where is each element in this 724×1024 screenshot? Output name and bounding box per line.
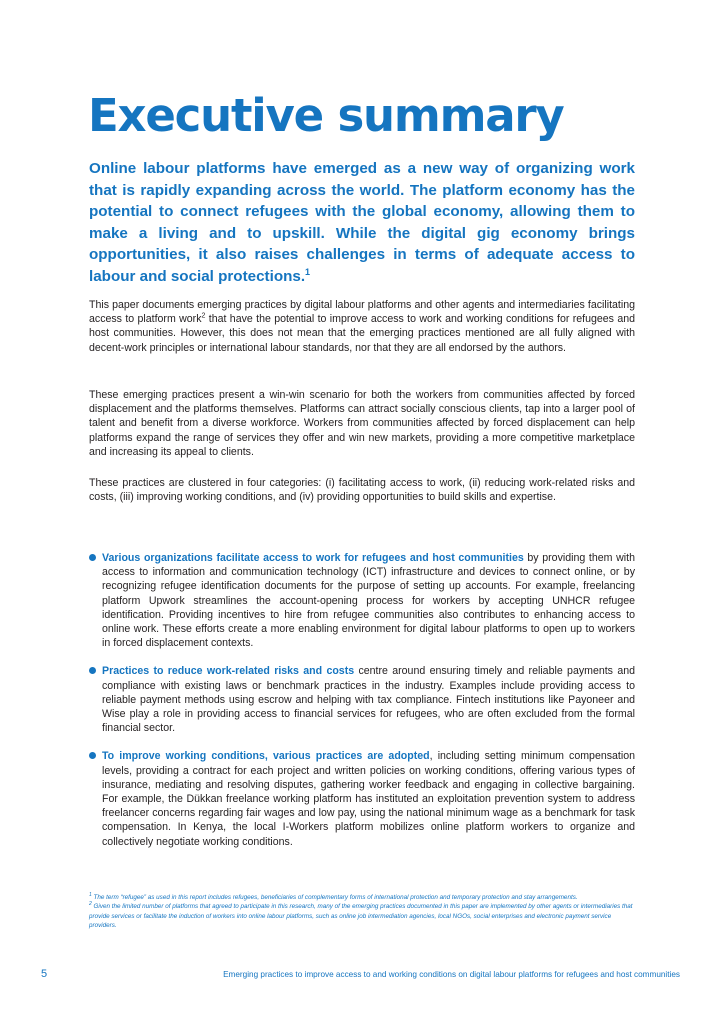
footnote-ref-1[interactable]: 1 [305,266,311,277]
bullet-highlight: Various organizations facilitate access to work for refugees and host communities [102,552,524,564]
body-paragraph-1 [89,298,635,355]
bullet-dot-icon [89,752,96,759]
practice-bullet-list [89,551,635,863]
body-paragraph-2: These emerging practices present a win-win scenario for both the workers from communities affected by forced displacement and the platforms themselves. Platforms can attract socially conscious clients, tap into a larger pool of talent and benefit from a diverse workforce. Workers from communities affected by forced displacement can help platforms expand the range of services they offer and win new markets, providing a more competitive marketplace and increasing its appeal to clients. [89,389,635,458]
footnotes [89,893,635,931]
bullet-dot-icon [89,667,96,674]
bullet-item [89,551,635,650]
bullet-highlight: To improve working conditions, various practices are adopted [102,750,430,763]
footnote-ref-2[interactable]: 2 [201,312,206,320]
bullet-text: centre around ensuring timely and reliable payments and compliance with existing laws or benchmark practices in the industry. Examples include providing access to reliable payment methods using escrow and helping with tax compliance. Fintech institutions like Payoneer and Wise play a role in providing access to financial services for refugees, who are often excluded from the formal financial sector. [102,665,635,735]
lead-text: Online labour platforms have emerged as a new way of organizing work that is rapidly expanding across the world. The platform economy has the potential to connect refugees with the global economy, allowing them to make a living and to upskill. While the digital gig economy brings opportunities, it also raises challenges in terms of adequate access to labour and social protections. [89,160,635,285]
footnote-2 [89,902,635,930]
running-footer-title: Emerging practices to improve access to and working conditions on digital labour platforms for refugees and host communities [223,970,680,979]
footnote-number: 1 [89,891,92,898]
bullet-text: by providing them with access to information and communication technology (ICT) infrastructure and devices to connect online, or by recognizing refugee identification documents for the purpose of setting up accounts. For example, freelancing platform Upwork streamlines the account-opening process for workers by accepting UNHCR refugee identification. Providing incentives to hire from refugee communities also contributes to enhancing access to online work. These efforts create a more enabling environment for digital labour platforms to open up to workers in forced displacement contexts. [102,552,635,650]
bullet-dot-icon [89,554,96,561]
paragraph-text: that have the potential to improve access to work and working conditions for refugees and host communities. However, this does not mean that the emerging practices mentioned are all fully aligned with decent-work principles or international labour standards, nor that they are all endorsed by the authors. [89,313,635,354]
bullet-text: , including setting minimum compensation levels, providing a contract for each project and written policies on working conditions, offering various types of insurance, mediating and resolving disputes, gathering worker feedback and engaging in collective bargaining. For example, the Dükkan freelance working platform has instituted an exploitation prevention system to address freelancer concerns regarding fair wages and low pay, using the national minimum wage as a benchmark for task compensation. In Kenya, the local I-Workers platform mobilizes online platform workers to organize and collectively negotiate working conditions. [102,750,635,848]
page-number: 5 [41,968,48,980]
footnote-1 [89,893,635,902]
lead-paragraph [89,158,635,288]
bullet-item [89,664,635,735]
footnote-number: 2 [89,901,92,908]
footnote-text: Given the limited number of platforms that agreed to participate in this research, many of the emerging practices documented in this paper are implemented by other agents or intermediaries that provide services or facilitate the induction of workers into online labour platforms, such as online job intermediation agencies, local NGOs, social enterprises and electronic payment service providers. [89,903,633,930]
bullet-item [89,749,635,848]
bullet-highlight: Practices to reduce work-related risks and costs [102,665,355,678]
page-title: Executive summary [88,89,564,142]
footnote-text: The term “refugee” as used in this report includes refugees, beneficiaries of complementary forms of international protection and temporary protection and stay arrangements. [91,894,578,901]
paragraph-text: This paper documents emerging practices by digital labour platforms and other agents and intermediaries facilitating access to platform work [89,299,635,326]
body-paragraph-3: These practices are clustered in four categories: (i) facilitating access to work, (ii) reducing work-related risks and costs, (iii) improving working conditions, and (iv) providing opportunities to build skills and expertise. [89,477,635,504]
